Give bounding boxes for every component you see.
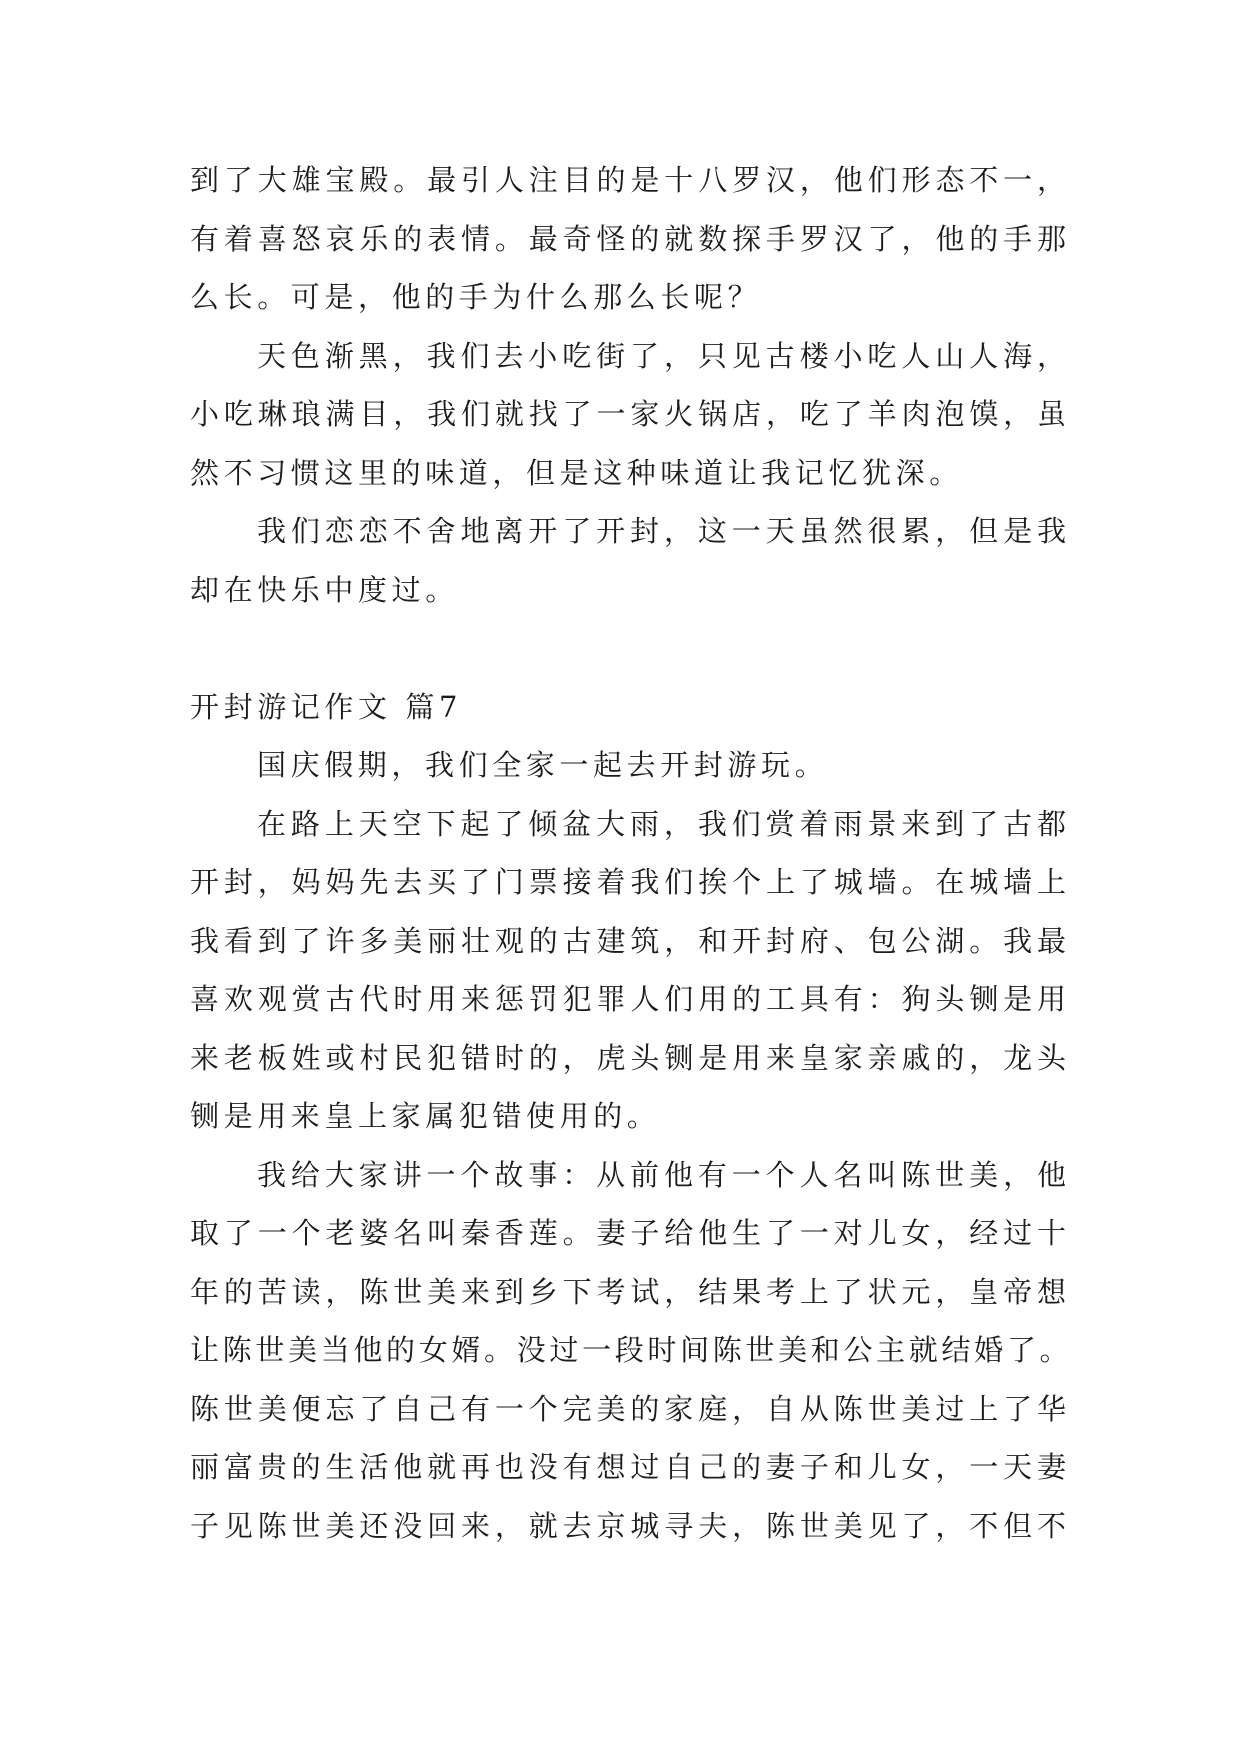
text-line: 我看到了许多美丽壮观的古建筑，和开封府、包公湖。我最 [190,923,1070,958]
paragraph [190,795,1070,1146]
text-line: 有着喜怒哀乐的表情。最奇怪的就数探手罗汉了，他的手那 [190,221,1070,256]
text-line: 铡是用来皇上家属犯错使用的。 [190,1099,661,1133]
text-line: 天色渐黑，我们去小吃街了，只见古楼小吃人山人海， [257,338,1070,373]
text-line: 来老板姓或村民犯错时的，虎头铡是用来皇家亲戚的，龙头 [190,1040,1070,1075]
text-line: 么长。可是，他的手为什么那么长呢？ [190,280,762,314]
text-line: 我们恋恋不舍地离开了开封，这一天虽然很累，但是我 [257,514,1070,548]
paragraph [190,736,1070,795]
text-line: 我给大家讲一个故事：从前他有一个人名叫陈世美，他 [257,1157,1070,1192]
text-line: 喜欢观赏古代时用来惩罚犯罪人们用的工具有：狗头铡是用 [190,982,1070,1016]
text-line: 开封，妈妈先去买了门票接着我们挨个上了城墙。在城墙上 [190,865,1070,899]
blank-line [190,619,1070,678]
text-line: 陈世美便忘了自己有一个完美的家庭，自从陈世美过上了华 [190,1391,1070,1426]
text-line: 年的苦读，陈世美来到乡下考试，结果考上了状元，皇帝想 [190,1274,1070,1309]
text-line: 子见陈世美还没回来，就去京城寻夫，陈世美见了，不但不 [190,1508,1070,1543]
paragraph [190,327,1070,503]
text-line: 让陈世美当他的女婿。没过一段时间陈世美和公主就结婚了。 [190,1333,1070,1367]
document-body [190,151,1070,1555]
section-title: 开封游记作文 篇7 [190,689,463,724]
text-line: 到了大雄宝殿。最引人注目的是十八罗汉，他们形态不一， [190,163,1070,197]
text-line: 在路上天空下起了倾盆大雨，我们赏着雨景来到了古都 [257,806,1070,841]
text-line: 小吃琳琅满目，我们就找了一家火锅店，吃了羊肉泡馍，虽 [190,397,1070,431]
paragraph [190,151,1070,327]
text-line: 取了一个老婆名叫秦香莲。妻子给他生了一对儿女，经过十 [190,1216,1070,1250]
paragraph [190,1146,1070,1556]
text-line: 然不习惯这里的味道，但是这种味道让我记忆犹深。 [190,455,963,490]
text-line: 丽富贵的生活他就再也没有想过自己的妻子和儿女，一天妻 [190,1450,1070,1484]
text-line: 国庆假期，我们全家一起去开封游玩。 [257,748,829,782]
paragraph [190,502,1070,619]
text-line: 却在快乐中度过。 [190,572,459,607]
